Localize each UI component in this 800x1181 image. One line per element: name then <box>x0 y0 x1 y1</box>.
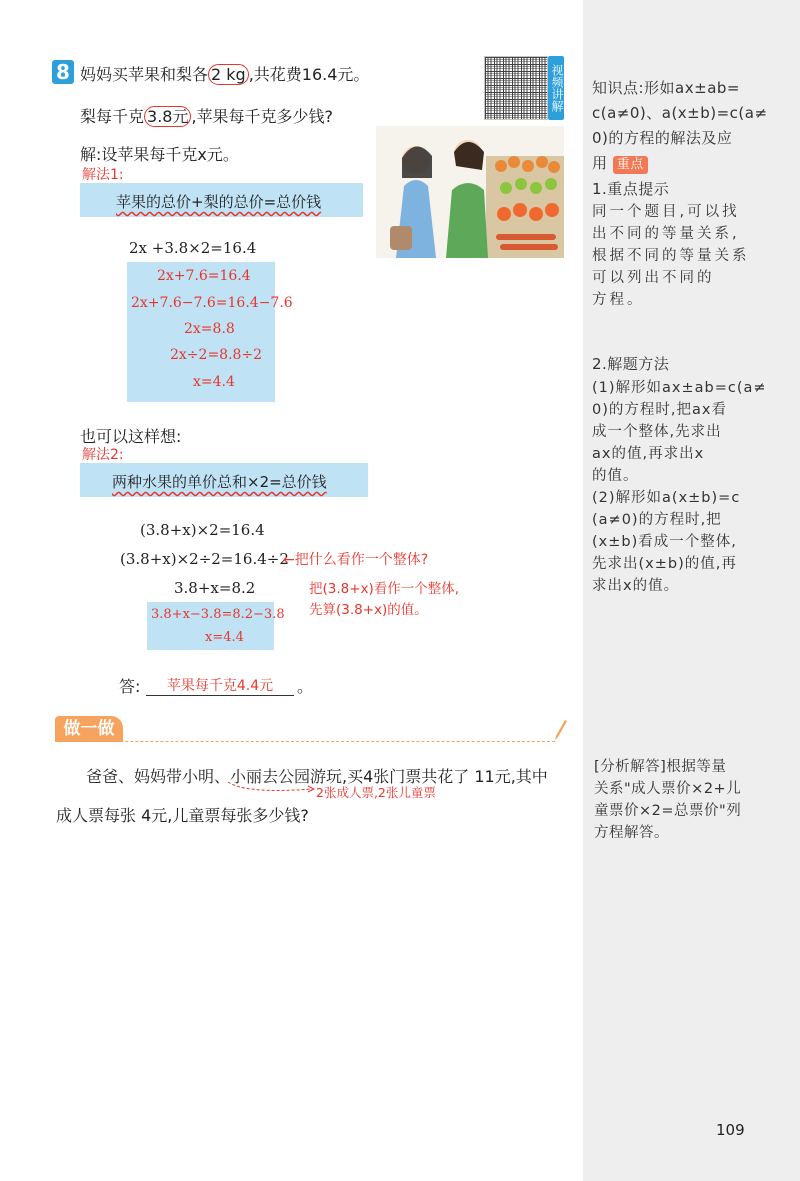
p2-line: 0)的方程时,把ax看 <box>592 402 727 418</box>
method-2-relation: 两种水果的单价总和×2=总价钱 <box>112 473 327 491</box>
problem-line-2 <box>80 104 333 127</box>
key-point-tag: 重点 <box>613 156 648 174</box>
p2-line: (x±b)看成一个整体, <box>592 534 737 550</box>
note-arrow: ←把什么看作一个整体? <box>283 552 429 568</box>
circled-price: 3.8元 <box>144 106 191 127</box>
problem-number-badge: 8 <box>52 60 74 84</box>
knowledge-line-4: 用 <box>592 154 608 172</box>
method-1-relation: 苹果的总价+梨的总价=总价钱 <box>116 193 322 211</box>
analysis-line: 关系"成人票价×2+儿 <box>594 781 742 797</box>
solution-intro: 解:设苹果每千克x元。 <box>80 145 239 164</box>
p2-line: (1)解形如ax±ab=c(a≠ <box>592 380 767 396</box>
method-1-label: 解法1: <box>82 167 124 183</box>
answer-label: 答: <box>119 677 141 696</box>
answer-end: 。 <box>297 677 314 696</box>
knowledge-line-2: c(a≠0)、a(x±b)=c(a≠ <box>592 104 768 122</box>
section-2-heading: 2.解题方法 <box>592 355 670 373</box>
note-line-1: 把(3.8+x)看作一个整体, <box>309 581 460 597</box>
eq-m1-2: 2x+7.6−7.6=16.4−7.6 <box>131 295 293 311</box>
p1-line: 方程。 <box>592 292 645 308</box>
eq-m1-0: 2x +3.8×2=16.4 <box>129 239 257 257</box>
knowledge-line-1: 知识点:形如ax±ab= <box>592 79 740 97</box>
page-number: 109 <box>716 1121 745 1139</box>
p1-line: 出不同的等量关系, <box>592 226 740 242</box>
analysis-line: [分析解答]根据等量 <box>594 759 727 775</box>
line2-post: ,苹果每千克多少钱? <box>191 107 334 126</box>
section-1-body <box>592 201 750 311</box>
pencil-icon <box>554 718 568 740</box>
video-explain-label[interactable]: 视频讲解 <box>548 56 564 120</box>
section-2-body <box>592 377 767 597</box>
p2-line: 成一个整体,先求出 <box>592 424 722 440</box>
p2-line: 求出x的值。 <box>592 578 680 594</box>
eq-m2-1: (3.8+x)×2÷2=16.4÷2 <box>120 550 289 568</box>
answer-value: 苹果每千克4.4元 <box>146 675 294 696</box>
eq-m1-1: 2x+7.6=16.4 <box>157 268 251 284</box>
line1-pre: 妈妈买苹果和梨各 <box>80 65 209 84</box>
eq-m1-5: x=4.4 <box>193 374 235 390</box>
eq-m2-3: 3.8+x−3.8=8.2−3.8 <box>151 607 285 622</box>
analysis-line: 童票价×2=总票价"列 <box>594 803 742 819</box>
p1-line: 根据不同的等量关系 <box>592 248 750 264</box>
line2-pre: 梨每千克 <box>80 107 145 126</box>
analysis-note <box>594 756 741 844</box>
practice-banner: 做一做 <box>55 716 123 742</box>
p2-line: (a≠0)的方程时,把 <box>592 512 722 528</box>
practice-divider <box>55 741 555 742</box>
market-illustration <box>376 126 564 258</box>
eq-m1-3: 2x=8.8 <box>184 321 235 337</box>
eq-m1-4: 2x÷2=8.8÷2 <box>170 347 263 363</box>
analysis-line: 方程解答。 <box>594 825 669 841</box>
note-line-2: 先算(3.8+x)的值。 <box>309 602 428 618</box>
p2-line: 的值。 <box>592 468 639 484</box>
practice-line-2: 成人票每张 4元,儿童票每张多少钱? <box>56 806 309 825</box>
p2-line: ax的值,再求出x <box>592 446 705 462</box>
practice-note: 2张成人票,2张儿童票 <box>316 785 436 800</box>
also-think: 也可以这样想: <box>80 427 182 446</box>
note-curve-arrow <box>226 780 318 794</box>
circled-2kg: 2 kg <box>208 64 249 85</box>
eq-m2-4: x=4.4 <box>205 630 244 645</box>
eq-m2-2: 3.8+x=8.2 <box>174 579 256 597</box>
knowledge-line-3: 0)的方程的解法及应 <box>592 129 733 147</box>
knowledge-point <box>592 76 768 176</box>
practice-line-1: 爸爸、妈妈带小明、小丽去公园游玩,买4张门票共花了 11元,其中 <box>86 767 548 786</box>
line1-post: ,共花费16.4元。 <box>248 65 370 84</box>
p1-line: 同一个题目,可以找 <box>592 204 740 220</box>
problem-line-1 <box>80 62 369 85</box>
qr-code[interactable] <box>484 56 548 120</box>
p1-line: 可以列出不同的 <box>592 270 715 286</box>
p2-line: 先求出(x±b)的值,再 <box>592 556 737 572</box>
section-1-heading: 1.重点提示 <box>592 180 670 198</box>
eq-m2-0: (3.8+x)×2=16.4 <box>140 521 265 539</box>
method-2-label: 解法2: <box>82 447 124 463</box>
p2-line: (2)解形如a(x±b)=c <box>592 490 741 506</box>
